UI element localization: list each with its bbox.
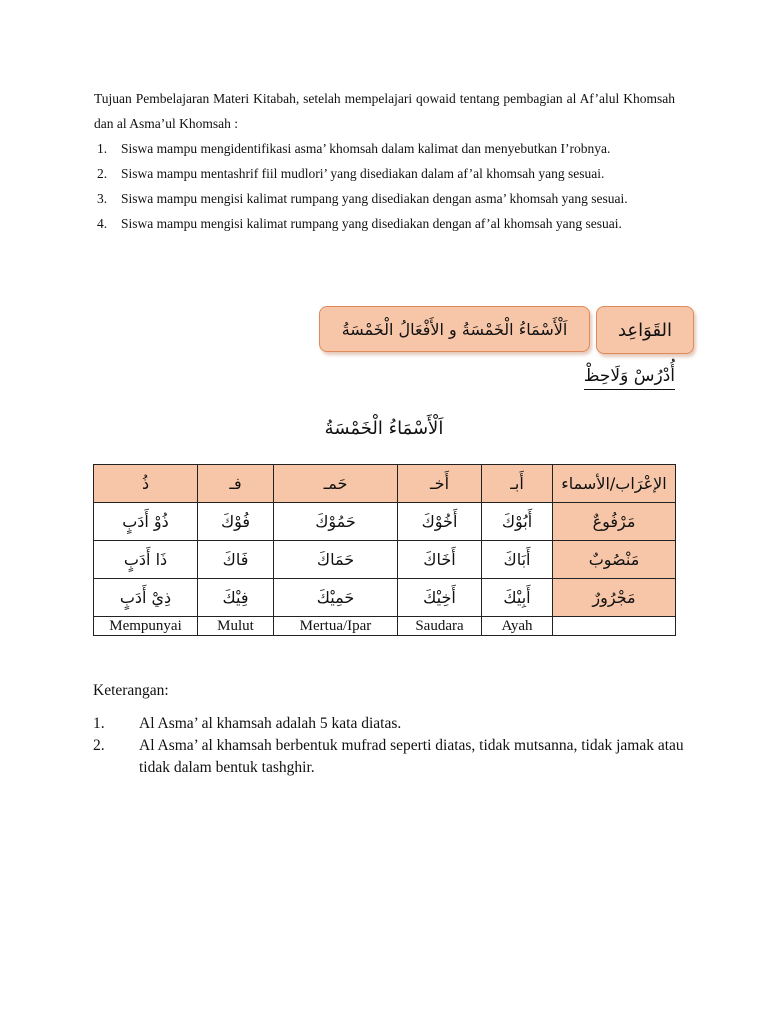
table-cell: أَبَاكَ [482,541,553,579]
table-cell: حَمَاكَ [274,541,398,579]
intro-paragraph: Tujuan Pembelajaran Materi Kitabah, setelah mempelajari qowaid tentang pembagian al Af’alul Khomsah dan al Asma’ul Khomsah : [94,91,675,131]
note-number: 1. [93,715,105,732]
table-cell: أَبُوْكَ [482,503,553,541]
objective-text: Siswa mampu mengidentifikasi asma’ khomsah dalam kalimat dan menyebutkan I’robnya. [121,141,611,156]
table-cell: ذَا أَدَبٍ [94,541,198,579]
table-cell: أَخِيْكَ [398,579,482,617]
objective-text: Siswa mampu mentashrif fiil mudlori’ yang disediakan dalam af’al khomsah yang sesuai. [121,166,605,181]
header-cell: أَبـ [482,465,553,503]
qawaid-label-box: القَوَاعِد [596,306,694,354]
notes-list [93,713,693,779]
header-side-cell: الإعْرَاب/الأسماء [553,465,676,503]
objective-text: Siswa mampu mengisi kalimat rumpang yang disediakan dengan asma’ khomsah yang sesuai. [121,191,628,206]
table-cell: حَمُوْكَ [274,503,398,541]
table-cell: ذُوْ أَدَبٍ [94,503,198,541]
header-cell: أَخـ [398,465,482,503]
table-title: اَلْأَسْمَاءُ الْخَمْسَةُ [324,418,444,439]
note-number: 2. [93,737,105,754]
objective-item [94,211,675,236]
table-cell: فُوْكَ [198,503,274,541]
meaning-cell: Ayah [482,617,553,636]
table-cell: فِيْكَ [198,579,274,617]
meaning-row [94,617,676,636]
table-cell: أَخُوْكَ [398,503,482,541]
table-cell: أَبِيْكَ [482,579,553,617]
header-cell: ذُ [94,465,198,503]
table-row [94,579,676,617]
irab-label-cell: مَرْفُوعٌ [553,503,676,541]
table-cell: أَخَاكَ [398,541,482,579]
meaning-cell: Mulut [198,617,274,636]
asma-khamsah-table [93,464,676,636]
study-observe-heading: أُدْرُسْ وَلَاحِظْ [584,366,675,390]
table-cell: فَاكَ [198,541,274,579]
learning-objectives [94,86,675,236]
objective-number: 1. [97,141,108,156]
meaning-cell: Mertua/Ipar [274,617,398,636]
objective-number: 4. [97,216,108,231]
note-item [93,713,693,735]
meaning-cell: Saudara [398,617,482,636]
header-cell: فـ [198,465,274,503]
objective-number: 2. [97,166,108,181]
objective-number: 3. [97,191,108,206]
objective-item [94,161,675,186]
objective-item [94,186,675,211]
notes-section [93,680,693,779]
section-title-box: اَلْأَسْمَاءُ الْخَمْسَةُ و الأَفْعَالُ الْخَمْسَةُ [319,306,590,352]
note-text: Al Asma’ al khamsah berbentuk mufrad seperti diatas, tidak mutsanna, tidak jamak atau tidak dalam bentuk tashghir. [139,737,684,776]
header-cell: حَمـ [274,465,398,503]
table-cell: ذِيْ أَدَبٍ [94,579,198,617]
irab-label-cell: مَنْصُوبٌ [553,541,676,579]
meaning-cell: Mempunyai [94,617,198,636]
notes-heading: Keterangan: [93,682,169,699]
table-row [94,503,676,541]
table-cell: حَمِيْكَ [274,579,398,617]
objective-text: Siswa mampu mengisi kalimat rumpang yang disediakan dengan af’al khomsah yang sesuai. [121,216,622,231]
objectives-list [94,136,675,236]
table-header-row [94,465,676,503]
objective-item [94,136,675,161]
irab-label-cell: مَجْرُورٌ [553,579,676,617]
meaning-empty-cell [553,617,676,636]
table-row [94,541,676,579]
note-item [93,735,693,779]
note-text: Al Asma’ al khamsah adalah 5 kata diatas. [139,715,402,732]
